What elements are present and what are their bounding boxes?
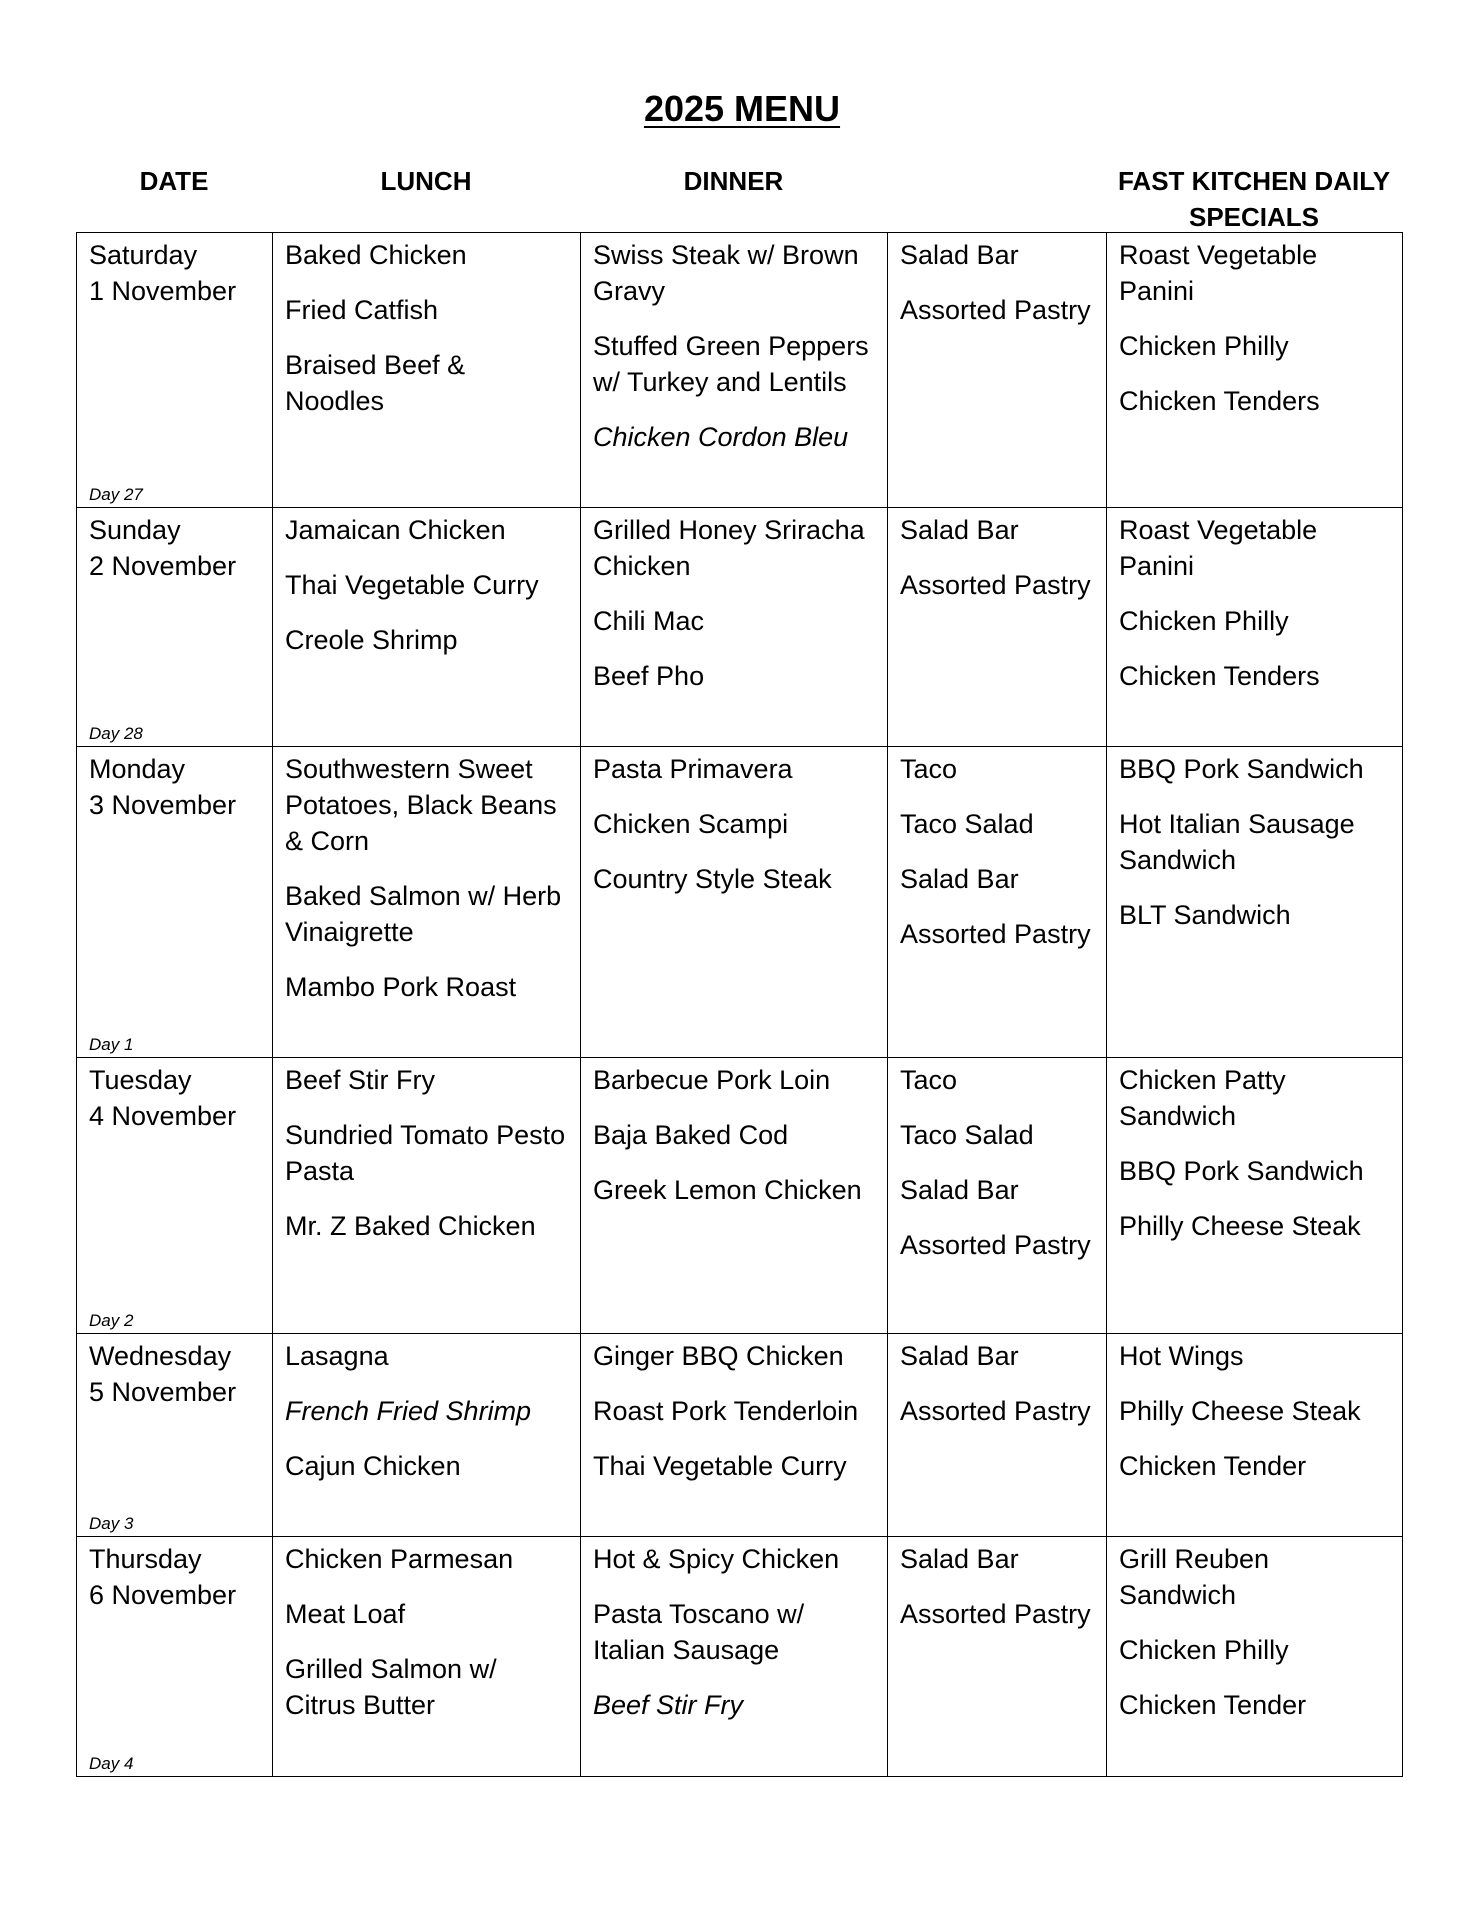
menu-item: Salad Bar (900, 1341, 1019, 1371)
menu-item: Assorted Pastry (900, 1599, 1091, 1629)
day-date: 6 November (89, 1580, 237, 1610)
menu-item: Ginger BBQ Chicken (593, 1341, 844, 1371)
menu-item: Assorted Pastry (900, 919, 1091, 949)
menu-item: Cajun Chicken (285, 1451, 461, 1481)
dinner-cell (581, 233, 888, 508)
menu-item: Salad Bar (900, 1175, 1019, 1205)
menu-item: Chicken Scampi (593, 809, 789, 839)
day-number-label: Day 3 (89, 1514, 134, 1533)
header-lunch: LUNCH (380, 166, 472, 196)
menu-item: Chicken Cordon Bleu (593, 422, 849, 452)
table-row (77, 1537, 1403, 1777)
bar-cell (888, 1058, 1107, 1334)
menu-item: Beef Stir Fry (593, 1690, 744, 1720)
table-row (77, 508, 1403, 747)
page-title: 2025 MENU (643, 88, 841, 129)
menu-item: Beef Pho (593, 661, 705, 691)
menu-item: Chicken Philly (1119, 606, 1289, 636)
menu-item: BLT Sandwich (1119, 900, 1291, 930)
menu-item: French Fried Shrimp (285, 1396, 532, 1426)
day-name: Wednesday (89, 1341, 232, 1371)
menu-item: Mambo Pork Roast (285, 972, 517, 1002)
day-number-label: Day 2 (89, 1311, 134, 1330)
menu-item: Baked Chicken (285, 240, 467, 270)
menu-item: Salad Bar (900, 1544, 1019, 1574)
header-dinner: DINNER (683, 166, 784, 196)
lunch-cell (273, 508, 581, 747)
menu-item: Chicken Tenders (1119, 661, 1320, 691)
header-date: DATE (139, 166, 209, 196)
dinner-cell (581, 1537, 888, 1777)
day-name: Tuesday (89, 1065, 192, 1095)
menu-item: Chicken Tenders (1119, 386, 1320, 416)
table-row (77, 233, 1403, 508)
menu-item: Chicken Philly (1119, 1635, 1289, 1665)
date-cell (77, 747, 273, 1058)
day-name: Sunday (89, 515, 181, 545)
dinner-cell (581, 508, 888, 747)
menu-item: Pasta Toscano w/ Italian Sausage (593, 1599, 805, 1665)
menu-item: Chicken Parmesan (285, 1544, 514, 1574)
menu-item: Pasta Primavera (593, 754, 793, 784)
menu-item: Braised Beef & Noodles (285, 350, 466, 416)
menu-item: Salad Bar (900, 515, 1019, 545)
header-fast-kitchen: FAST KITCHEN DAILY SPECIALS (1117, 166, 1391, 232)
menu-item: Baked Salmon w/ Herb Vinaigrette (285, 881, 562, 947)
menu-item: Mr. Z Baked Chicken (285, 1211, 536, 1241)
bar-cell (888, 747, 1107, 1058)
dinner-cell (581, 1334, 888, 1537)
fast-kitchen-cell (1107, 1537, 1403, 1777)
menu-item: Greek Lemon Chicken (593, 1175, 862, 1205)
day-date: 2 November (89, 551, 237, 581)
day-date: 1 November (89, 276, 237, 306)
date-cell (77, 233, 273, 508)
menu-item: Chicken Tender (1119, 1451, 1307, 1481)
table-row (77, 1058, 1403, 1334)
menu-item: Salad Bar (900, 864, 1019, 894)
bar-cell (888, 233, 1107, 508)
fast-kitchen-cell (1107, 747, 1403, 1058)
menu-item: Thai Vegetable Curry (593, 1451, 847, 1481)
day-number-label: Day 4 (89, 1754, 134, 1773)
table-row (77, 1334, 1403, 1537)
menu-item: Assorted Pastry (900, 1230, 1091, 1260)
menu-item: Hot & Spicy Chicken (593, 1544, 840, 1574)
day-date: 4 November (89, 1101, 237, 1131)
menu-item: Beef Stir Fry (285, 1065, 436, 1095)
menu-item: Roast Pork Tenderloin (593, 1396, 859, 1426)
menu-item: Barbecue Pork Loin (593, 1065, 831, 1095)
day-date: 3 November (89, 790, 237, 820)
menu-item: Assorted Pastry (900, 295, 1091, 325)
bar-cell (888, 1334, 1107, 1537)
menu-item: Sundried Tomato Pesto Pasta (285, 1120, 566, 1186)
menu-item: Roast Vegetable Panini (1119, 240, 1318, 306)
menu-item: Chili Mac (593, 606, 705, 636)
day-number-label: Day 28 (89, 724, 143, 743)
day-number-label: Day 27 (89, 485, 143, 504)
fast-kitchen-cell (1107, 508, 1403, 747)
lunch-cell (273, 1334, 581, 1537)
menu-item: Swiss Steak w/ Brown Gravy (593, 240, 859, 306)
menu-item: Grilled Salmon w/ Citrus Butter (285, 1654, 497, 1720)
fast-kitchen-cell (1107, 1334, 1403, 1537)
menu-item: Grilled Honey Sriracha Chicken (593, 515, 865, 581)
menu-item: Taco (900, 754, 958, 784)
menu-item: Jamaican Chicken (285, 515, 506, 545)
menu-item: Philly Cheese Steak (1119, 1396, 1361, 1426)
menu-item: Fried Catfish (285, 295, 439, 325)
menu-item: Lasagna (285, 1341, 389, 1371)
menu-item: Hot Italian Sausage Sandwich (1119, 809, 1355, 875)
menu-item: Roast Vegetable Panini (1119, 515, 1318, 581)
date-cell (77, 1058, 273, 1334)
menu-item: Chicken Tender (1119, 1690, 1307, 1720)
menu-item: Creole Shrimp (285, 625, 458, 655)
menu-item: Baja Baked Cod (593, 1120, 789, 1150)
lunch-cell (273, 747, 581, 1058)
bar-cell (888, 1537, 1107, 1777)
menu-item: Assorted Pastry (900, 1396, 1091, 1426)
menu-item: Stuffed Green Peppers w/ Turkey and Lentils (593, 331, 869, 397)
menu-table (76, 232, 1403, 1777)
menu-item: BBQ Pork Sandwich (1119, 754, 1364, 784)
menu-item: Philly Cheese Steak (1119, 1211, 1361, 1241)
menu-item: Meat Loaf (285, 1599, 406, 1629)
day-name: Saturday (89, 240, 198, 270)
menu-table-body (77, 233, 1403, 1777)
fast-kitchen-cell (1107, 1058, 1403, 1334)
menu-item: Salad Bar (900, 240, 1019, 270)
menu-item: Taco Salad (900, 809, 1034, 839)
date-cell (77, 1334, 273, 1537)
dinner-cell (581, 747, 888, 1058)
menu-item: Country Style Steak (593, 864, 832, 894)
day-name: Monday (89, 754, 186, 784)
menu-item: Grill Reuben Sandwich (1119, 1544, 1270, 1610)
menu-item: Thai Vegetable Curry (285, 570, 539, 600)
bar-cell (888, 508, 1107, 747)
date-cell (77, 1537, 273, 1777)
menu-item: Taco (900, 1065, 958, 1095)
menu-item: Assorted Pastry (900, 570, 1091, 600)
menu-item: BBQ Pork Sandwich (1119, 1156, 1364, 1186)
lunch-cell (273, 233, 581, 508)
day-name: Thursday (89, 1544, 202, 1574)
date-cell (77, 508, 273, 747)
menu-item: Hot Wings (1119, 1341, 1244, 1371)
fast-kitchen-cell (1107, 233, 1403, 508)
lunch-cell (273, 1058, 581, 1334)
day-number-label: Day 1 (89, 1035, 134, 1054)
day-date: 5 November (89, 1377, 237, 1407)
table-row (77, 747, 1403, 1058)
menu-item: Taco Salad (900, 1120, 1034, 1150)
dinner-cell (581, 1058, 888, 1334)
menu-item: Chicken Patty Sandwich (1119, 1065, 1286, 1131)
menu-item: Chicken Philly (1119, 331, 1289, 361)
menu-item: Southwestern Sweet Potatoes, Black Beans & Corn (285, 754, 557, 856)
lunch-cell (273, 1537, 581, 1777)
